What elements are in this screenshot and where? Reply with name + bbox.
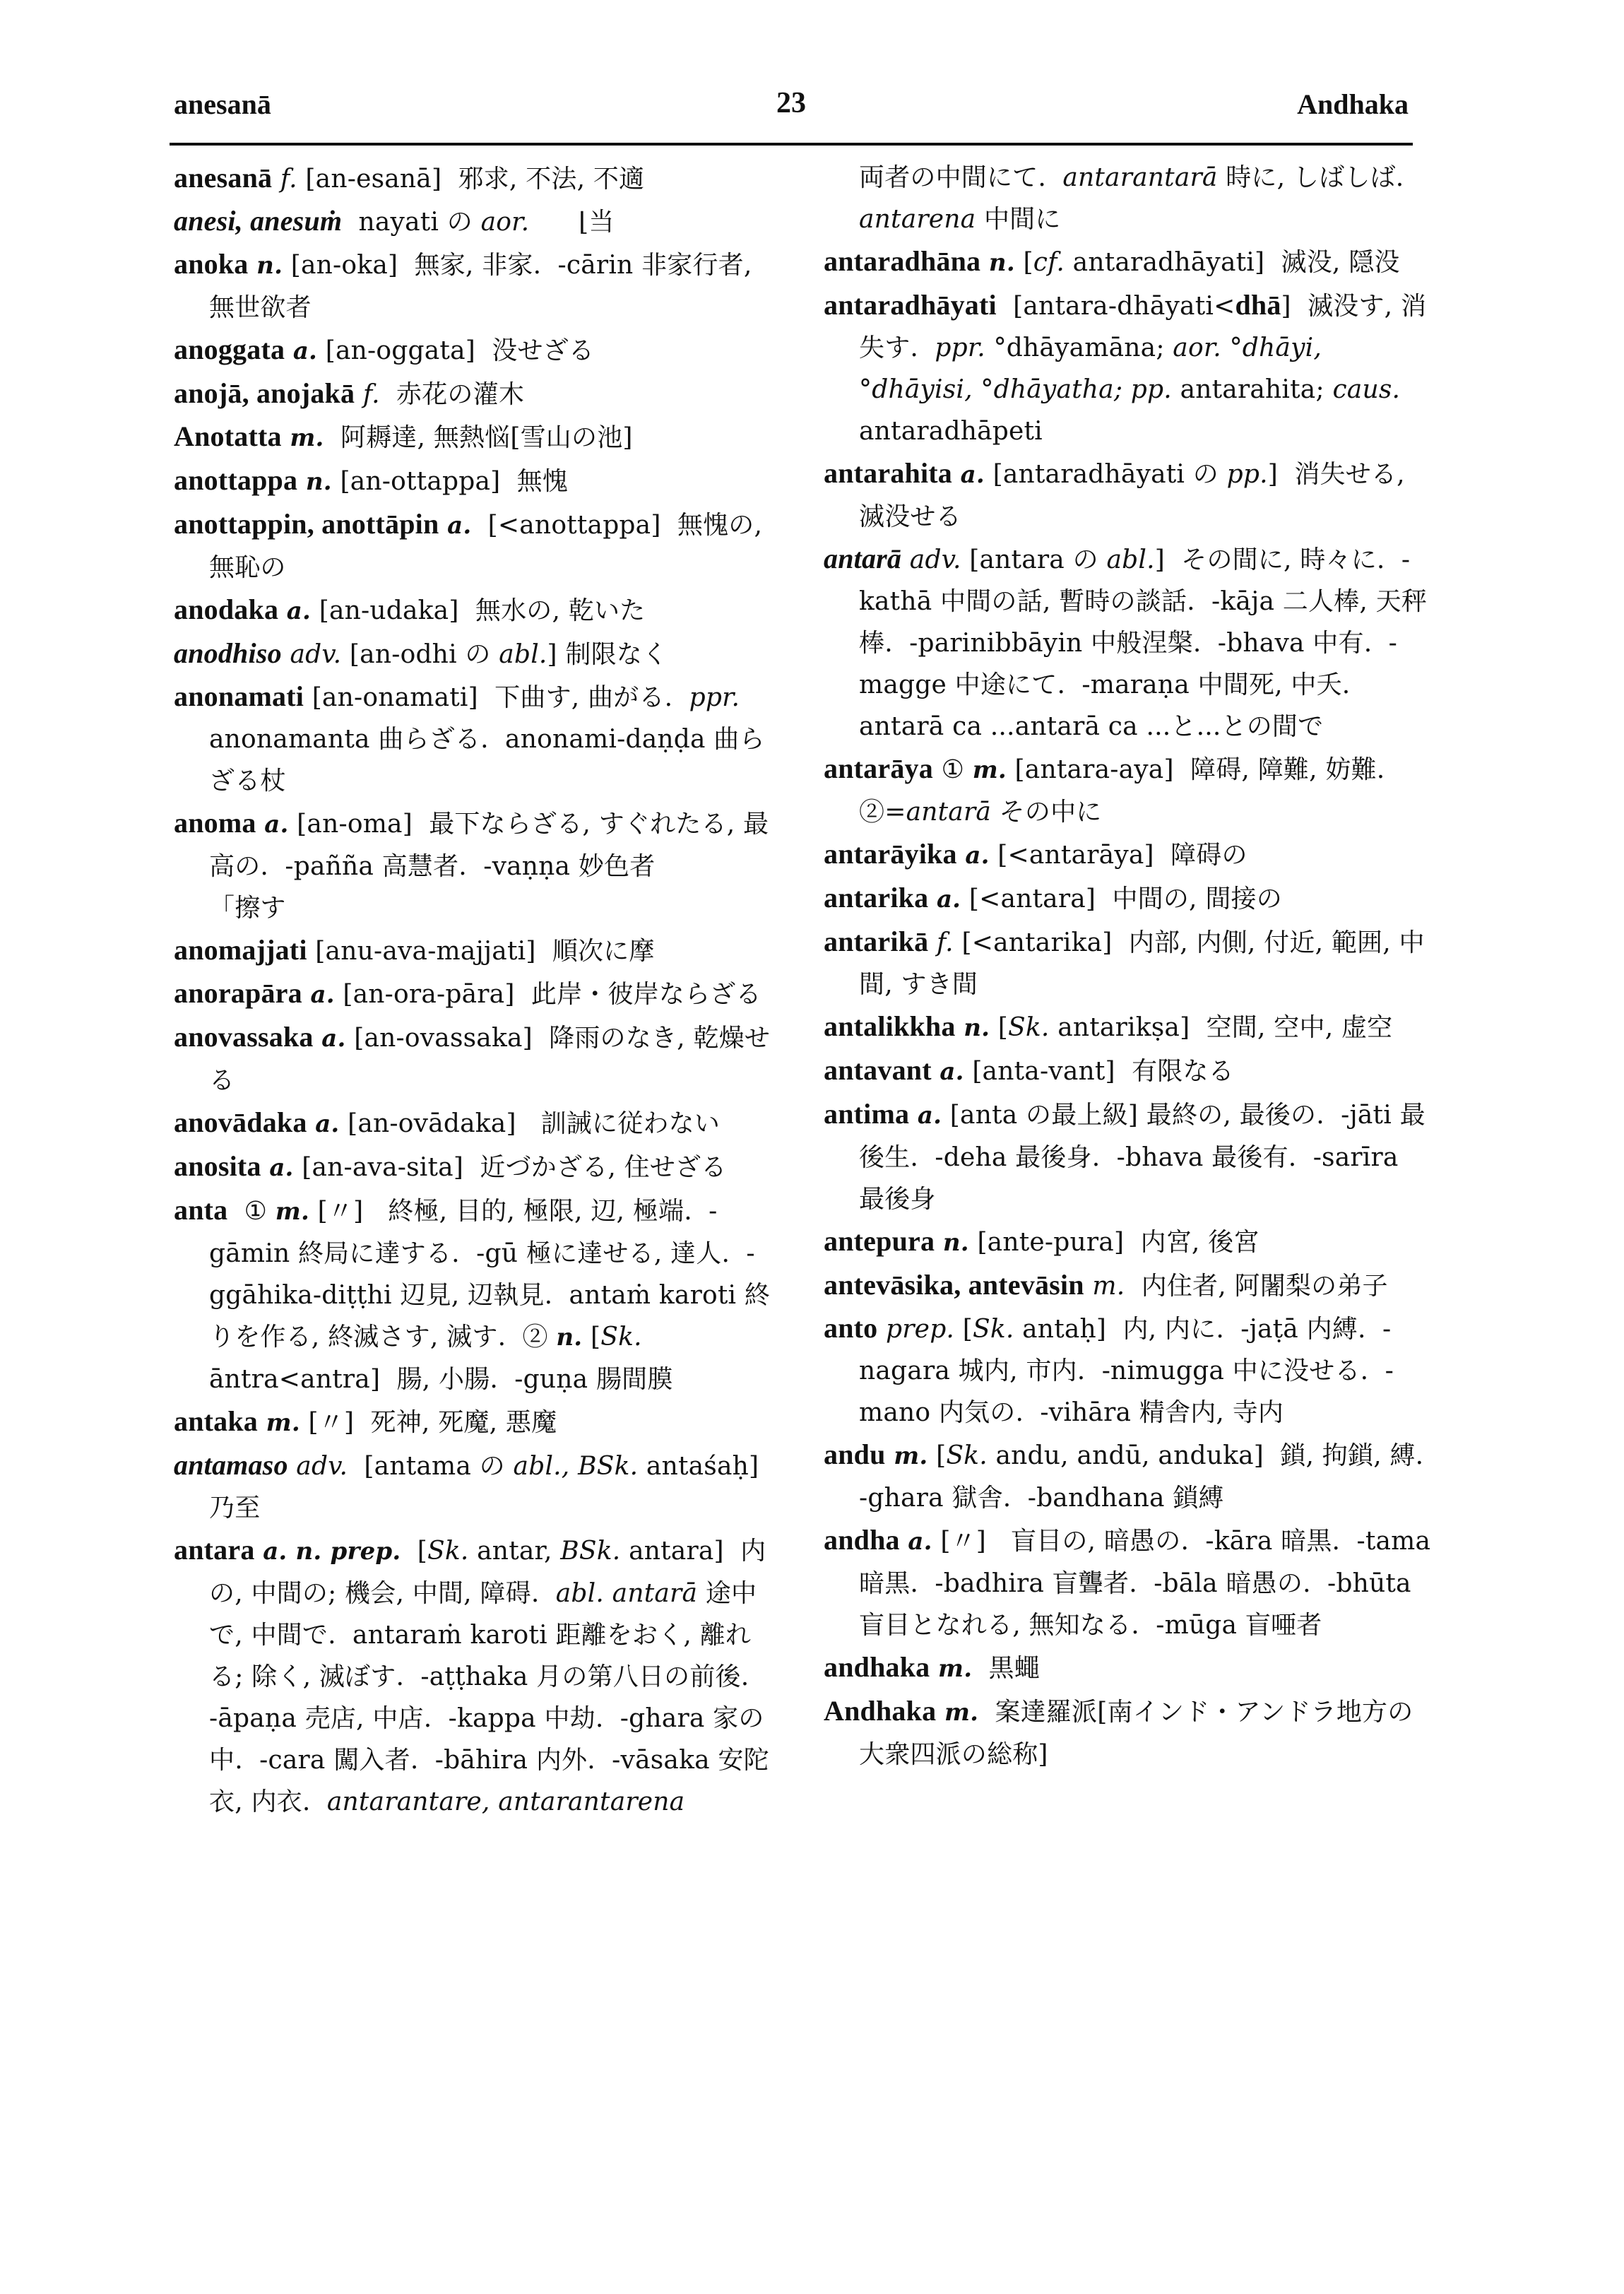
definition-text: °dhāyamāna; — [985, 333, 1173, 362]
dictionary-entry — [174, 1444, 781, 1529]
grammar-label: a. — [447, 512, 472, 540]
definition-text — [1084, 1272, 1093, 1301]
italic-text: Sk. — [427, 1537, 469, 1566]
dictionary-entry — [824, 1433, 1440, 1519]
dictionary-entry — [824, 1005, 1431, 1049]
dictionary-entry — [174, 1101, 781, 1145]
definition-text — [956, 1013, 964, 1042]
italic-text: aor. — [480, 208, 530, 237]
definition-text: 内住者, 阿闍梨の弟子 — [1125, 1272, 1388, 1301]
definition-text: antar, — [468, 1537, 561, 1566]
grammar-label: n. — [964, 1014, 990, 1042]
definition-text: [ — [1014, 248, 1033, 277]
definition-text: [an-odhi の — [341, 640, 499, 669]
dictionary-entry — [824, 1220, 1431, 1264]
right-column — [824, 157, 1440, 1775]
dictionary-entry — [174, 802, 795, 929]
headword: anesi, anesuṁ — [174, 205, 343, 237]
definition-text: [an-ora-pāra] 此岸・彼岸ならざる — [334, 980, 761, 1009]
grammar-label: n. — [556, 1323, 583, 1352]
italic-text: caus. — [1332, 375, 1401, 404]
definition-text: [an-ovādaka] 訓誡に従わない — [339, 1109, 721, 1138]
dictionary-entry — [174, 1189, 781, 1400]
definition-text: [<antara] 中間の, 間接の — [961, 885, 1282, 914]
definition-text: antaḥ] 内, 内に. -jaṭā 内縛. -nagara 城内, 市内. -nimugga 中に没せる. -mano 内気の. -vihāra 精舎内, 寺内 — [859, 1315, 1394, 1427]
headword: anosita — [174, 1150, 261, 1182]
italic-text: adv. — [296, 1452, 348, 1481]
dictionary-entry — [174, 675, 781, 802]
dictionary-entry — [174, 929, 781, 972]
definition-text: antaradhāyati] 滅没, 隠没 — [1065, 248, 1400, 277]
definition-text — [980, 248, 989, 277]
headword: anonamati — [174, 680, 304, 712]
italic-text: abl., BSk. — [513, 1452, 639, 1481]
definition-text: antaśaḥ] 乃至 — [209, 1452, 776, 1523]
definition-text: [an-onamati] 下曲す, 曲がる. — [304, 683, 689, 712]
definition-text: 時に, しばしば. — [1217, 163, 1421, 192]
italic-text: adv. — [290, 640, 342, 669]
definition-text — [928, 928, 937, 957]
definition-text — [936, 1698, 944, 1727]
definition-text: 赤花の灌木 — [379, 380, 525, 409]
definition-text: ① — [227, 1197, 275, 1226]
dictionary-entry — [174, 415, 781, 459]
headword: antarāya — [824, 752, 933, 784]
headword: antaradhāna — [824, 245, 981, 277]
headword: antepura — [824, 1225, 935, 1257]
definition-text — [935, 1228, 943, 1257]
definition-text — [314, 1024, 322, 1053]
definition-text: [ante-pura] 内宮, 後宮 — [968, 1228, 1260, 1257]
definition-text — [900, 1527, 908, 1556]
grammar-label: a. — [286, 597, 312, 625]
headword: anovassaka — [174, 1021, 314, 1053]
grammar-label: a. — [321, 1024, 346, 1053]
definition-text — [932, 1057, 940, 1086]
headword: anovādaka — [174, 1106, 307, 1138]
definition-text: ⌊当 — [529, 208, 615, 237]
definition-text — [909, 1101, 918, 1130]
headword: antavant — [824, 1054, 932, 1086]
dictionary-entry — [824, 877, 1431, 921]
definition-text — [957, 841, 966, 870]
italic-text: abl. — [499, 640, 547, 669]
grammar-label: a. — [936, 885, 961, 914]
left-running-headword: anesanā — [174, 88, 271, 120]
grammar-label: m. — [266, 1409, 300, 1437]
headword: andhaka — [824, 1651, 930, 1683]
dictionary-entry — [174, 1529, 781, 1823]
definition-text — [278, 596, 287, 625]
definition-text: 中間に — [976, 205, 1061, 234]
definition-text: [antara の — [961, 545, 1107, 574]
definition-text: 案達羅派[南インド・アンドラ地方の大衆四派の総称] — [859, 1698, 1413, 1769]
definition-text: andu, andū, anduka] 鎖, 拘鎖, 縛. -ghara 獄舎. -bandhana 鎖縛 — [859, 1441, 1440, 1513]
definition-text — [886, 1441, 894, 1470]
grammar-label: a. — [310, 981, 335, 1009]
definition-text — [272, 165, 280, 194]
dictionary-entry — [174, 503, 781, 589]
italic-text: ppr. — [689, 683, 740, 712]
definition-text — [258, 1408, 266, 1437]
definition-text: [ — [990, 1013, 1009, 1042]
definition-text — [901, 545, 910, 574]
definition-text — [282, 640, 290, 669]
headword: anomajjati — [174, 934, 307, 966]
dictionary-entry — [824, 452, 1431, 538]
definition-text — [255, 1537, 263, 1566]
dictionary-entry — [174, 1145, 781, 1189]
dictionary-entry — [824, 921, 1431, 1005]
definition-text — [282, 423, 290, 452]
definition-text: [ — [954, 1315, 973, 1344]
definition-text: [an-oka] 無家, 非家. -cārin 非家行者, 無世欲者 — [209, 251, 761, 322]
grammar-label: a. — [908, 1527, 932, 1556]
definition-text — [439, 511, 447, 540]
definition-text — [877, 1315, 886, 1344]
headword: andha — [824, 1524, 900, 1556]
italic-text: ppr. — [935, 333, 985, 362]
italic-text: Sk. — [600, 1323, 642, 1352]
headword: antarā — [824, 543, 902, 574]
italic-text: BSk. — [560, 1537, 621, 1566]
definition-text — [952, 460, 961, 489]
headword: anoka — [174, 248, 249, 280]
headword: antaka — [174, 1405, 259, 1437]
dictionary-entry — [824, 1264, 1431, 1307]
headword: andu — [824, 1438, 886, 1470]
definition-text: 阿耨達, 無熱悩[雪山の池] — [324, 423, 633, 452]
grammar-label: a. — [917, 1101, 942, 1130]
headword: dhā — [1235, 289, 1281, 321]
grammar-label: m. — [972, 756, 1007, 784]
definition-text: [an-oggata] 没せざる — [317, 336, 595, 365]
headword: anoggata — [174, 333, 285, 365]
dictionary-entry — [174, 1016, 781, 1101]
italic-text: f. — [936, 928, 954, 957]
definition-text: [anta-vant] 有限なる — [964, 1057, 1234, 1086]
definition-text: [ — [582, 1323, 601, 1352]
italic-text: f. — [280, 165, 297, 194]
headword: antara — [174, 1534, 255, 1566]
grammar-label: n. — [988, 249, 1015, 277]
grammar-label: m. — [894, 1442, 928, 1470]
headword: anorapāra — [174, 977, 302, 1009]
italic-text: m. — [1092, 1272, 1125, 1301]
headword: anodaka — [174, 593, 279, 625]
headword: anodhiso — [174, 637, 282, 669]
definition-text: [an-ava-sita] 近づかざる, 住せざる — [293, 1153, 727, 1182]
italic-text: prep. — [886, 1315, 955, 1344]
definition-text: [ — [927, 1441, 947, 1470]
page-number: 23 — [776, 87, 806, 119]
headword: antalikkha — [824, 1010, 956, 1042]
definition-text — [288, 1452, 297, 1481]
right-running-headword: Andhaka — [1297, 88, 1409, 120]
definition-text: ① — [932, 755, 973, 784]
italic-text: cf. — [1033, 248, 1065, 277]
definition-text: ] 消失せる, 滅没せる — [859, 460, 1413, 531]
definition-text — [261, 1153, 270, 1182]
dictionary-entry — [174, 243, 781, 329]
italic-text: abl. antarā — [555, 1579, 698, 1608]
grammar-label: m. — [944, 1698, 979, 1727]
definition-text — [307, 1109, 316, 1138]
italic-text: aor. °dhāyi, °dhāyisi, °dhāyatha; pp. — [859, 333, 1330, 404]
headword: anesanā — [174, 162, 273, 194]
dictionary-entry — [824, 1049, 1431, 1093]
definition-text: [<antarāya] 障碍の — [989, 841, 1247, 870]
grammar-label: a. — [940, 1058, 964, 1086]
dictionary-entry — [824, 1690, 1431, 1775]
headword: Anotatta — [174, 420, 282, 452]
definition-text: nayati の — [342, 208, 481, 237]
italic-text: antarantare, antarantarena — [326, 1787, 685, 1816]
definition-text: [an-esanā] 邪求, 不法, 不適 — [297, 165, 645, 194]
definition-text: antara] 内の, 中間の; 機会, 中間, 障碍. — [209, 1537, 766, 1608]
dictionary-entry — [824, 833, 1431, 877]
grammar-label: a. — [269, 1154, 294, 1182]
grammar-label: m. — [290, 424, 324, 452]
definition-text: その中に — [991, 798, 1102, 827]
left-column — [174, 157, 795, 1823]
definition-text: antaradhāpeti — [859, 375, 1409, 446]
grammar-label: m. — [938, 1655, 973, 1683]
italic-text: antarantarā — [1062, 163, 1218, 192]
italic-text: Sk. — [972, 1315, 1014, 1344]
headword: antarahita — [824, 457, 952, 489]
dictionary-entry — [174, 1400, 781, 1444]
dictionary-entry-continuation — [824, 157, 1431, 240]
headword: anta — [174, 1194, 228, 1226]
dictionary-entry — [824, 1519, 1439, 1646]
dictionary-entry — [174, 972, 781, 1016]
definition-text — [355, 380, 363, 409]
headword: Andhaka — [824, 1695, 937, 1727]
definition-text: ] 滅没す, 消失す. — [859, 292, 1427, 362]
definition-text: [antaradhāyati の — [984, 460, 1227, 489]
dictionary-entry — [174, 157, 781, 200]
italic-text: f. — [362, 380, 380, 409]
definition-text: [an-udaka] 無水の, 乾いた — [311, 596, 646, 625]
definition-text: [〃] 終極, 目的, 極限, 辺, 極端. -gāmin 終局に達する. -gū 極に達せる, 達人. -ggāhika-diṭṭhi 辺見, 辺執見. antaṁ karoti 終りを作る, 終滅さす, 滅す. ② — [209, 1197, 771, 1352]
definition-text — [297, 467, 306, 496]
headword: antamaso — [174, 1449, 288, 1481]
headword: antaradhāyati — [824, 289, 997, 321]
definition-text: [antama の — [348, 1452, 514, 1481]
italic-text: Sk. — [946, 1441, 988, 1470]
dictionary-entry — [174, 459, 781, 503]
dictionary-entry — [824, 284, 1431, 452]
dictionary-entry — [824, 240, 1431, 284]
headword: anto — [824, 1312, 878, 1344]
definition-text — [256, 810, 265, 839]
running-header — [170, 83, 1413, 146]
grammar-label: a. — [292, 337, 318, 365]
definition-text — [928, 885, 937, 914]
grammar-label: a. — [960, 461, 985, 489]
definition-text: [anu-ava-majjati] 順次に摩 — [307, 937, 655, 966]
definition-text: 両者の中間にて. — [859, 163, 1063, 192]
definition-text: antarahita; — [1171, 375, 1333, 404]
definition-text: [〃] 盲目の, 暗愚の. -kāra 暗黒. -tama 暗黒. -badhira 盲聾者. -bāla 暗愚の. -bhūta 盲目となれる, 無知なる. -mūga 盲唖者 — [859, 1527, 1439, 1640]
grammar-label: n. — [256, 252, 283, 280]
headword: anojā, anojakā — [174, 377, 355, 409]
definition-text: [an-ottappa] 無愧 — [331, 467, 569, 496]
grammar-label: a. n. prep. — [263, 1537, 401, 1566]
definition-text: āntra<antra] 腸, 小腸. -guṇa 腸間膜 — [209, 1323, 673, 1394]
definition-text — [930, 1654, 938, 1683]
headword: anoma — [174, 807, 256, 839]
dictionary-entry — [174, 372, 781, 415]
grammar-label: a. — [315, 1110, 340, 1138]
grammar-label: a. — [264, 810, 289, 839]
italic-text: Sk. — [1008, 1013, 1050, 1042]
dictionary-entry — [174, 329, 781, 372]
grammar-label: n. — [942, 1229, 969, 1257]
definition-text: [antara-aya] 障碍, 障難, 妨難. ②= — [859, 755, 1401, 827]
dictionary-entry — [174, 200, 781, 243]
definition-text: [antara-dhāyati< — [996, 292, 1235, 321]
definition-text: ] 制限なく — [547, 640, 668, 669]
dictionary-entry — [824, 1093, 1431, 1220]
headword: antarikā — [824, 926, 929, 957]
dictionary-entry — [824, 538, 1431, 747]
grammar-label: n. — [305, 468, 332, 496]
grammar-label: m. — [275, 1198, 309, 1226]
definition-text — [302, 980, 311, 1009]
headword: anottappin, anottāpin — [174, 508, 439, 540]
dictionary-entry — [174, 589, 781, 632]
italic-text: antarena — [859, 205, 976, 234]
italic-text: abl. — [1106, 545, 1155, 574]
dictionary-entry — [824, 1307, 1431, 1433]
italic-text: pp. — [1226, 460, 1268, 489]
definition-text: [<antarika] 内部, 内側, 付近, 範囲, 中間, すき間 — [859, 928, 1425, 999]
dictionary-entry — [174, 632, 781, 675]
headword: antarika — [824, 882, 929, 914]
definition-text: ] その間に, 時々に. -kathā 中間の話, 暫時の談話. -kāja 二人棒, 天秤棒. -parinibbāyin 中般涅槃. -bhava 中有. -magge 中途にて. -maraṇa 中間死, 中夭. antarā ca ...antarā ca ...と...との間で — [859, 545, 1428, 741]
headword: anottappa — [174, 464, 298, 496]
definition-text: [an-oma] 最下ならざる, すぐれたる, 最高の. -pañña 高慧者. -vaṇṇa 妙色者 「擦す — [209, 810, 795, 923]
dictionary-entry — [824, 747, 1431, 833]
definition-text: [<anottappa] 無愧の, 無恥の — [209, 511, 771, 582]
definition-text: 黒蠅 — [972, 1654, 1040, 1683]
definition-text: [ — [401, 1537, 427, 1566]
definition-text: antarikṣa] 空間, 空中, 虚空 — [1049, 1013, 1393, 1042]
italic-text: antarā — [906, 798, 992, 827]
dictionary-entry — [824, 1646, 1431, 1690]
definition-text: 途中で, 中間で. antaraṁ karoti 距離をおく, 離れる; 除く, 滅ぼす. -aṭṭhaka 月の第八日の前後. -āpaṇa 売店, 中店. -kappa 中劫. -ghara 家の中. -cara 闖入者. -bāhira 内外. -vāsaka 安陀衣, 内衣. — [209, 1579, 769, 1816]
definition-text: [〃] 死神, 死魔, 悪魔 — [300, 1408, 557, 1437]
headword: antarāyika — [824, 838, 957, 870]
headword: antima — [824, 1098, 910, 1130]
grammar-label: a. — [965, 841, 990, 870]
definition-text: [an-ovassaka] 降雨のなき, 乾燥せる — [209, 1024, 771, 1095]
headword: antevāsika, antevāsin — [824, 1269, 1084, 1301]
italic-text: adv. — [909, 545, 961, 574]
definition-text — [249, 251, 257, 280]
definition-text — [285, 336, 293, 365]
definition-text: [anta の最上級] 最終の, 最後の. -jāti 最後生. -deha 最後身. -bhava 最後有. -sarīra 最後身 — [859, 1101, 1426, 1214]
definition-text: anonamanta 曲らざる. anonami-daṇḍa 曲らざる杖 — [209, 683, 765, 796]
